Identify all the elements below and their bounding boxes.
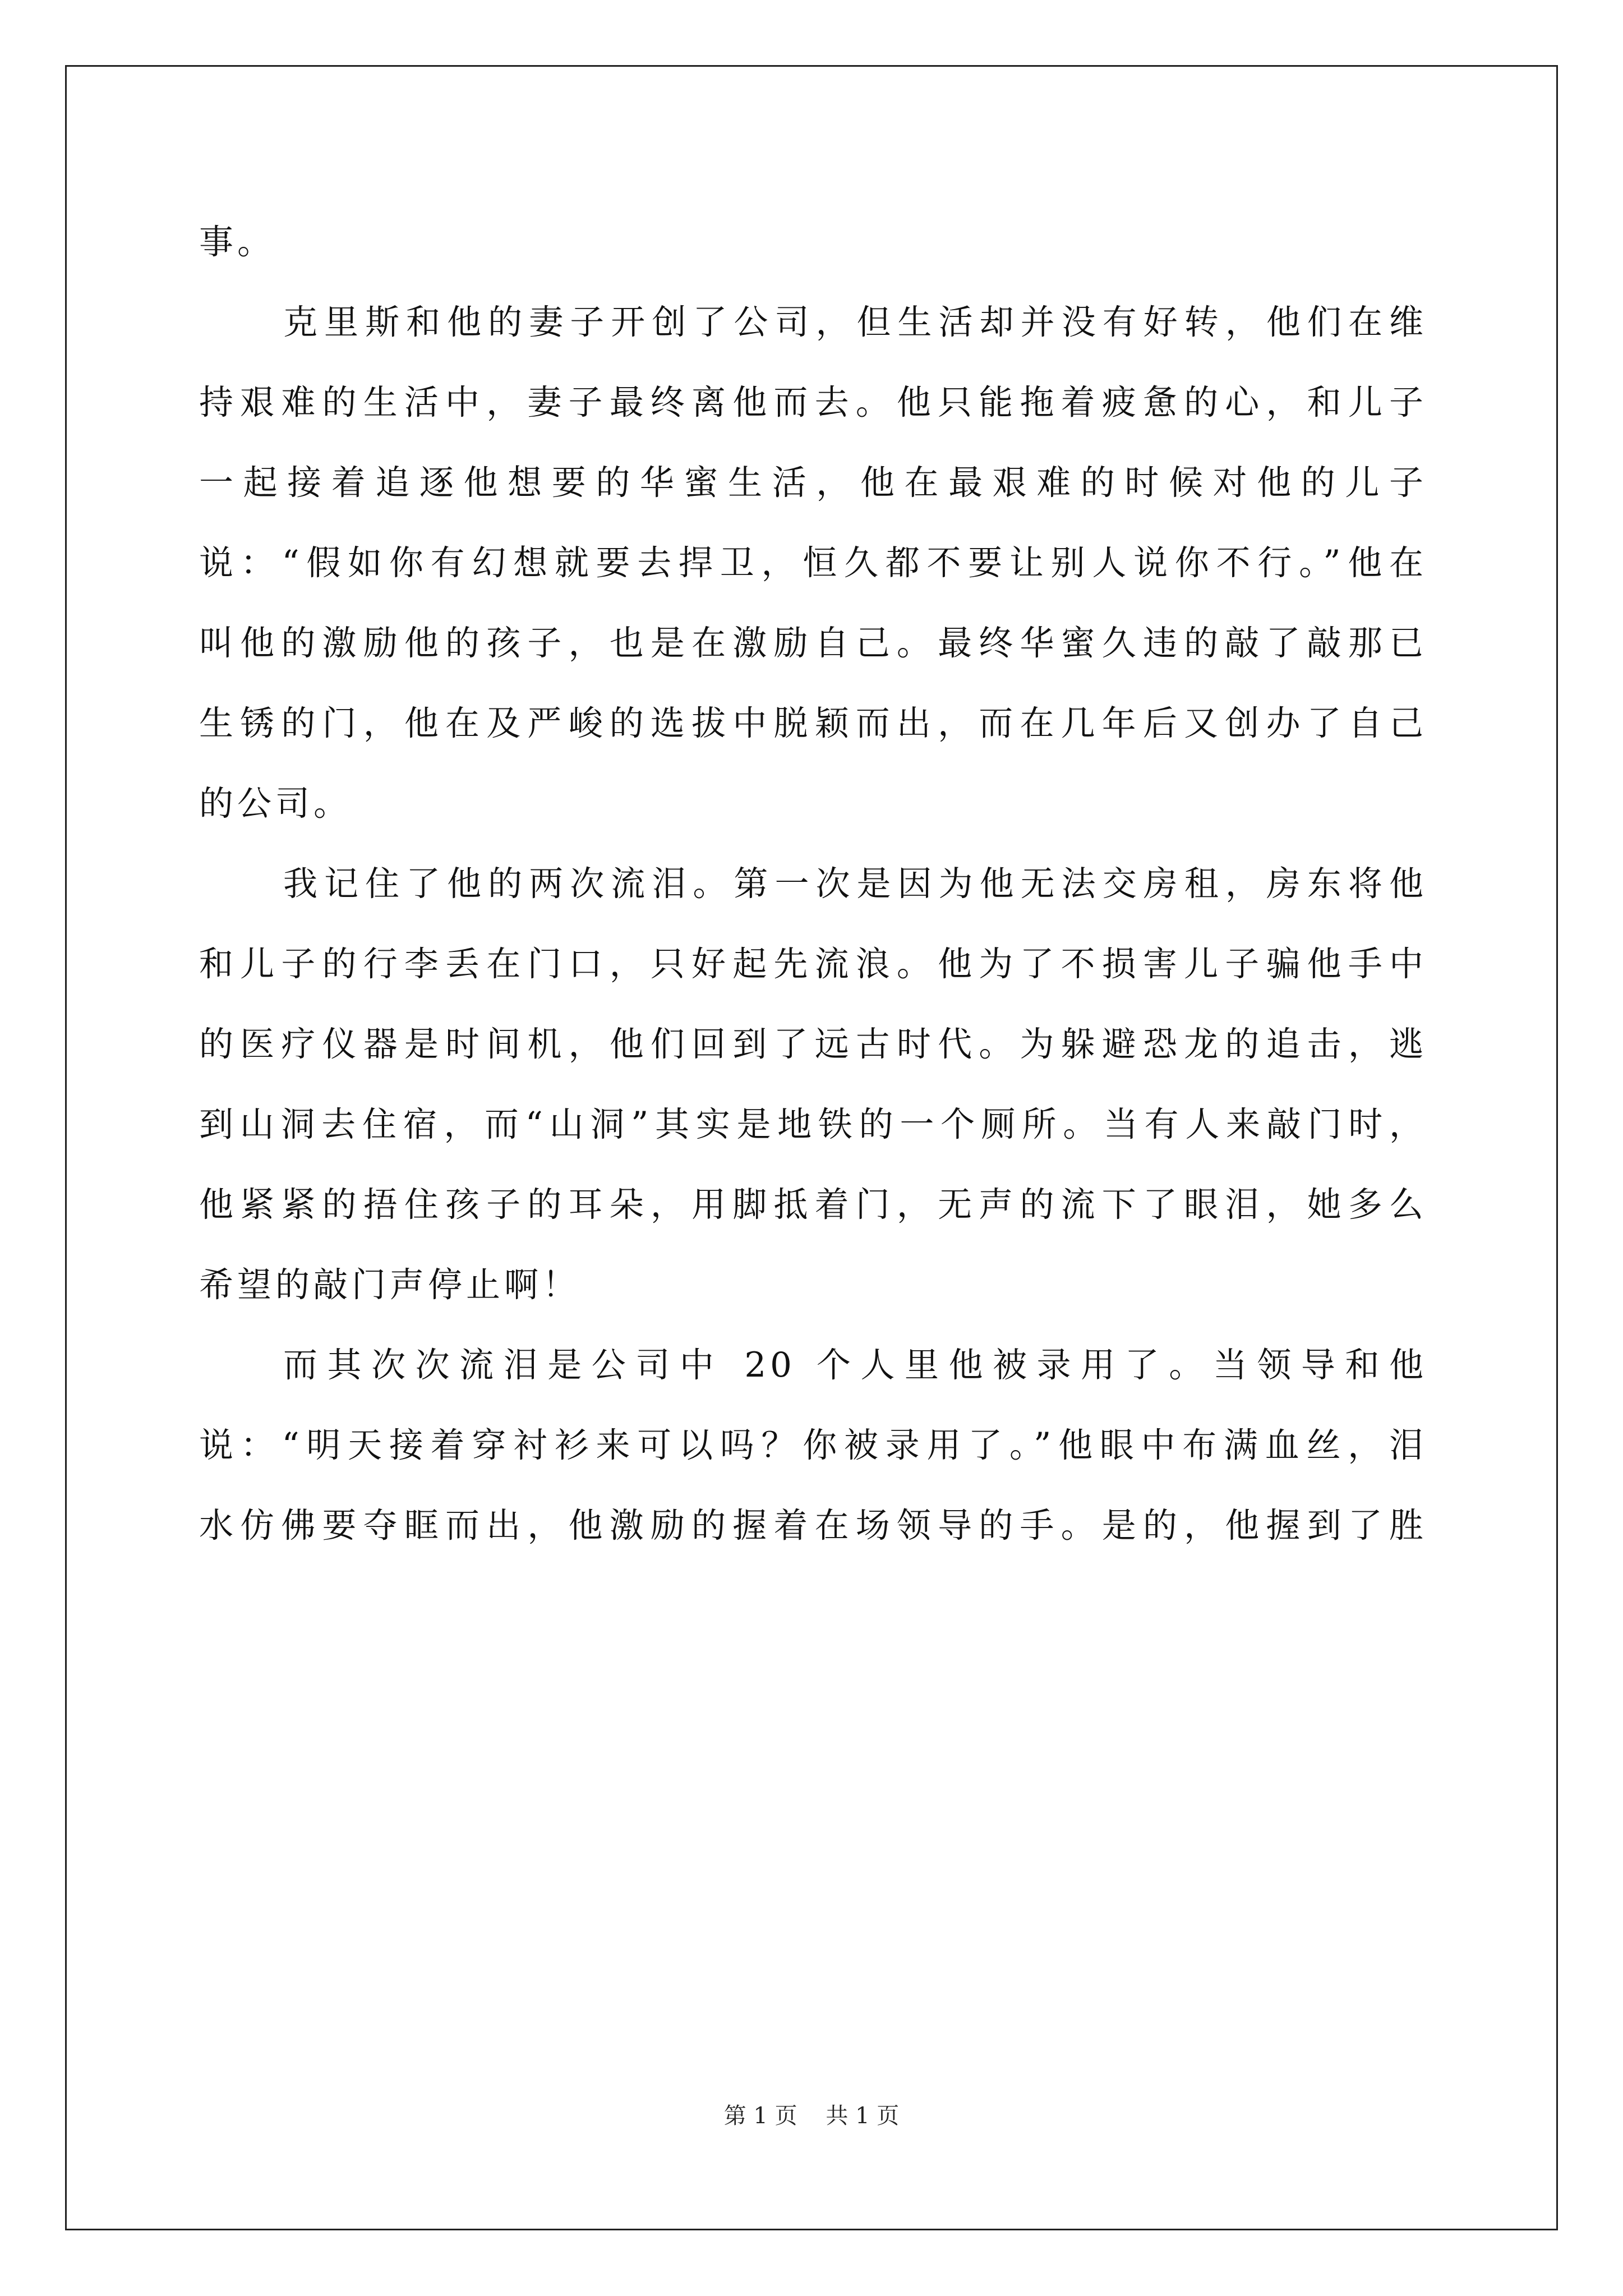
document-body [199, 202, 1427, 1566]
text-line: 希望的敲门声停止啊！ [199, 1265, 581, 1305]
text-line: 我记住了他的两次流泪。第一次是因为他无法交房租，房东将他 [283, 864, 1427, 904]
text-line: 的医疗仪器是时间机，他们回到了远古时代。为躲避恐龙的追击，逃 [199, 1024, 1427, 1064]
text-line: 到山洞去住宿，而“山洞”其实是地铁的一个厕所。当有人来敲门时， [199, 1105, 1427, 1144]
text-line: 说：“假如你有幻想就要去捍卫，恒久都不要让别人说你不行。”他在 [199, 543, 1427, 583]
text-line: 一起接着追逐他想要的华蜜生活，他在最艰难的时候对他的儿子 [199, 463, 1427, 503]
text-line: 说：“明天接着穿衬衫来可以吗？你被录用了。”他眼中布满血丝，泪 [199, 1425, 1427, 1465]
page-number-footer: 第 1 页 共 1 页 [723, 2103, 900, 2129]
text-line: 和儿子的行李丢在门口，只好起先流浪。他为了不损害儿子骗他手中 [199, 944, 1427, 984]
text-line: 水仿佛要夺眶而出，他激励的握着在场领导的手。是的，他握到了胜 [199, 1506, 1427, 1545]
text-line: 克里斯和他的妻子开创了公司，但生活却并没有好转，他们在维 [283, 302, 1427, 342]
text-line: 的公司。 [199, 784, 352, 823]
text-line: 他紧紧的捂住孩子的耳朵，用脚抵着门，无声的流下了眼泪，她多么 [199, 1185, 1427, 1225]
text-line: 持艰难的生活中，妻子最终离他而去。他只能拖着疲惫的心，和儿子 [199, 383, 1427, 422]
text-line: 生锈的门，他在及严峻的选拔中脱颖而出，而在几年后又创办了自己 [199, 703, 1427, 743]
text-line: 事。 [199, 222, 276, 262]
text-line: 叫他的激励他的孩子，也是在激励自己。最终华蜜久违的敲了敲那已 [199, 623, 1427, 663]
text-line: 而其次次流泪是公司中 20 个人里他被录用了。当领导和他 [283, 1345, 1427, 1385]
